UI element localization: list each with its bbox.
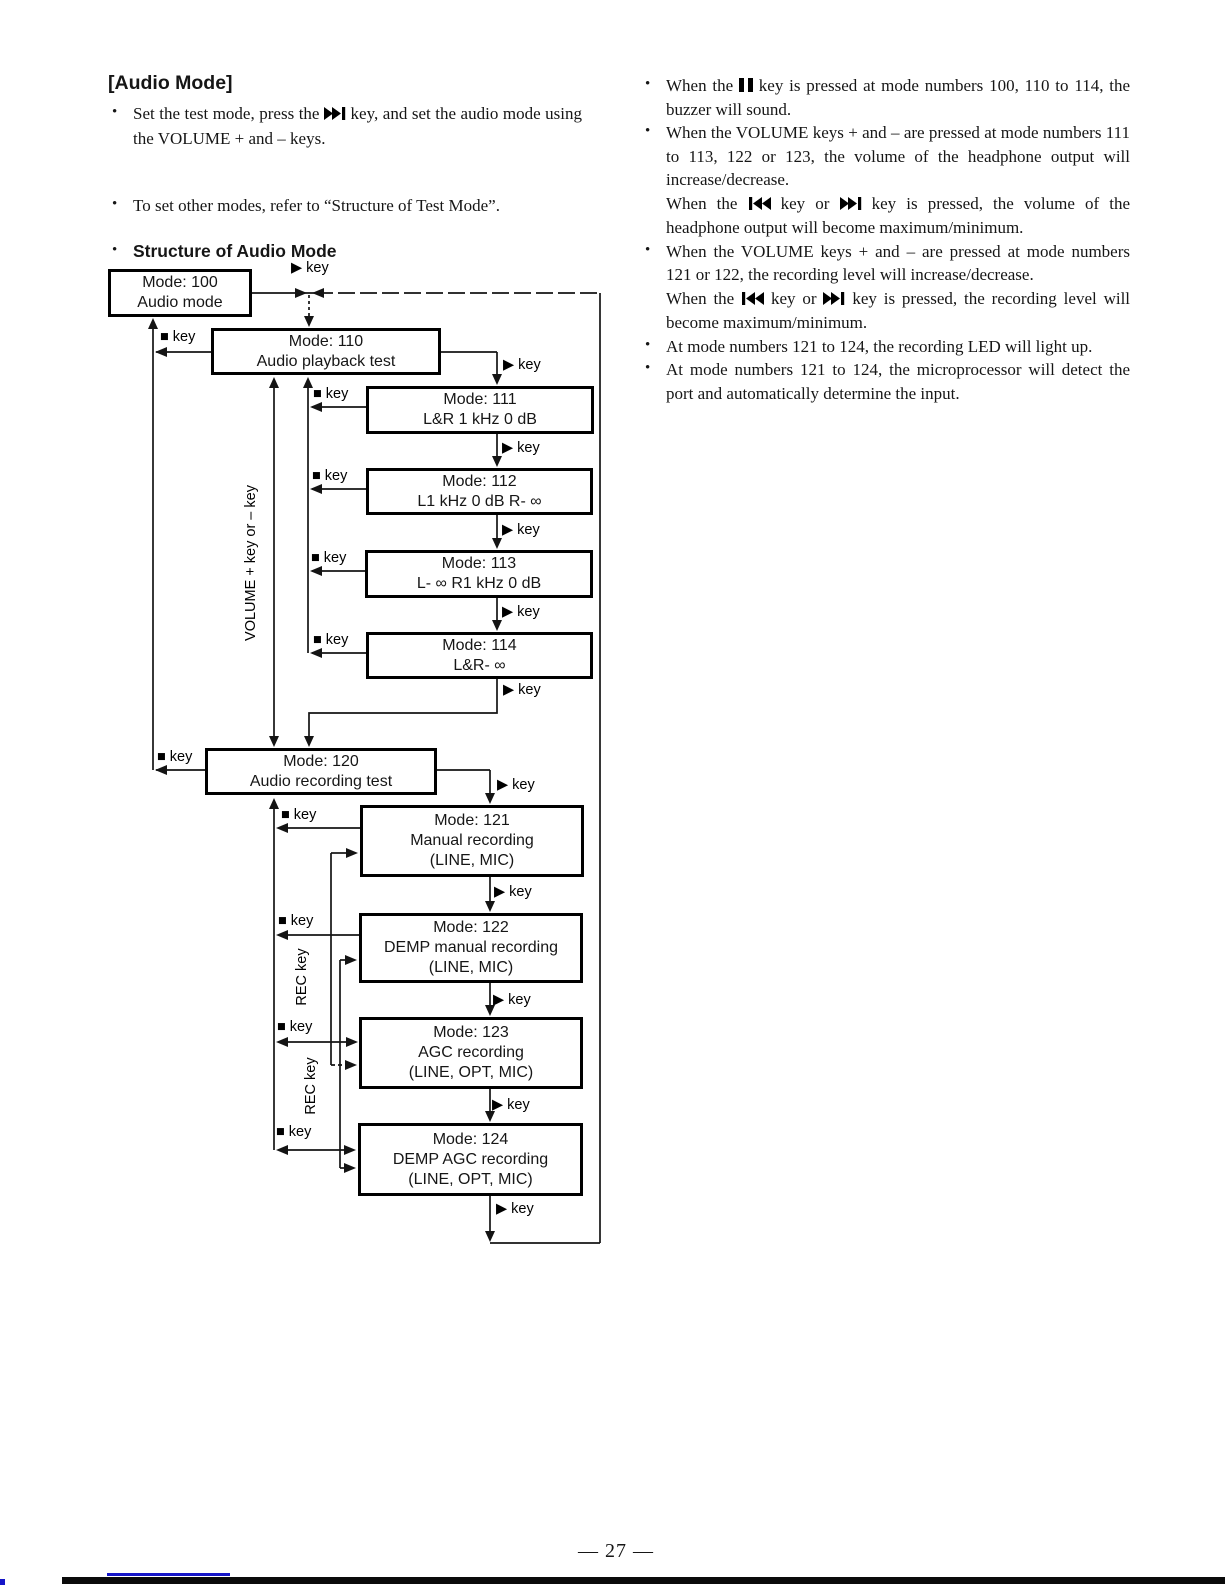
bullet-marker: •	[645, 76, 651, 92]
node-line: Audio playback test	[256, 352, 396, 370]
paragraph-text: When the	[666, 288, 735, 308]
node-line: (LINE, OPT, MIC)	[408, 1064, 534, 1081]
node-line: Mode: 123	[433, 1024, 509, 1041]
paragraph-text: key is pressed, the recording level will become maximum/minimum.	[666, 288, 1131, 332]
node-line: Mode: 122	[433, 919, 509, 936]
bullet-marker: •	[112, 241, 118, 258]
stop-key-label: ■ key	[277, 1019, 313, 1035]
paragraph-text: When the	[666, 193, 738, 213]
play-key-label: ▶ key	[492, 1097, 530, 1113]
flow-node-mode-100	[108, 269, 252, 317]
play-key-label: ▶ key	[503, 682, 541, 698]
node-line: Mode: 113	[441, 555, 517, 572]
stop-key-label: ■ key	[312, 468, 348, 484]
stop-key-label: ■ key	[313, 632, 349, 648]
flow-node-mode-113	[365, 550, 593, 598]
node-line: Mode: 112	[442, 472, 517, 490]
stop-key-label: ■ key	[160, 329, 196, 345]
flow-node-mode-124	[358, 1123, 583, 1196]
bullet-text: When the VOLUME keys + and – are pressed at mode numbers 111 to 113, 122 or 123, the volume of the headphone output will increase/decrease.	[666, 123, 1130, 189]
node-line: AGC recording	[418, 1044, 524, 1061]
play-key-label: ▶ key	[497, 777, 535, 793]
node-line: DEMP manual recording	[383, 939, 558, 956]
volume-key-label: VOLUME + key or – key	[243, 485, 259, 641]
node-line: L- ∞ R1 kHz 0 dB	[416, 575, 542, 592]
node-line: Mode: 111	[443, 391, 517, 408]
node-line: Audio recording test	[249, 772, 393, 790]
structure-heading: Structure of Audio Mode	[133, 240, 337, 261]
bullet-marker: •	[645, 123, 651, 139]
flow-node-mode-110	[211, 328, 441, 375]
page-number: — 27 —	[578, 1540, 654, 1562]
bullet-text: At mode numbers 121 to 124, the recording LED will light up.	[666, 336, 1093, 356]
bullet-marker: •	[645, 336, 651, 353]
paragraph-text: key is pressed, the volume of the headphone output will become maximum/minimum.	[666, 193, 1131, 237]
node-line: Mode: 114	[442, 636, 517, 654]
node-line: Mode: 121	[434, 812, 510, 829]
play-key-label: ▶ key	[291, 260, 329, 276]
stop-key-label: ■ key	[276, 1124, 312, 1140]
node-line: Mode: 124	[432, 1130, 509, 1148]
section-title: [Audio Mode]	[108, 72, 233, 94]
flow-node-mode-111	[366, 386, 594, 434]
bullet-marker: •	[645, 360, 651, 376]
play-key-label: ▶ key	[502, 440, 540, 456]
node-line: (LINE, MIC)	[428, 959, 514, 976]
bullet-text: key is pressed at mode numbers 100, 110 to 114, the buzzer will sound.	[666, 76, 1131, 119]
node-line: DEMP AGC recording	[392, 1150, 549, 1168]
node-line: L&R- ∞	[453, 656, 506, 674]
node-line: Mode: 110	[288, 332, 364, 350]
play-key-label: ▶ key	[502, 604, 540, 620]
node-line: L1 kHz 0 dB R- ∞	[417, 492, 542, 510]
play-key-label: ▶ key	[496, 1201, 534, 1217]
paragraph-text: key or	[770, 288, 817, 308]
flow-node-mode-122	[359, 913, 583, 983]
bullet-text: Set the test mode, press the	[133, 104, 320, 123]
rec-key-label: REC key	[294, 948, 310, 1006]
stop-key-label: ■ key	[278, 913, 314, 929]
play-key-label: ▶ key	[503, 357, 541, 373]
bullet-marker: •	[112, 104, 118, 120]
play-key-label: ▶ key	[494, 884, 532, 900]
paragraph-text: key or	[780, 193, 830, 213]
bullet-text: At mode numbers 121 to 124, the microprocessor will detect the port and automatically determine the input.	[666, 360, 1130, 403]
play-key-label: ▶ key	[502, 522, 540, 538]
stop-key-label: ■ key	[311, 550, 347, 566]
rec-key-label: REC key	[303, 1057, 319, 1115]
bullet-marker: •	[645, 241, 651, 258]
node-line: Mode: 120	[283, 752, 359, 770]
node-line: (LINE, MIC)	[429, 852, 515, 869]
stop-key-label: ■ key	[313, 386, 349, 402]
flow-node-mode-121	[360, 805, 584, 877]
bullet-marker: •	[112, 196, 118, 212]
flow-node-mode-120	[205, 748, 437, 795]
node-line: Manual recording	[410, 832, 534, 849]
bullet-text: When the	[666, 76, 734, 95]
bullet-text: key, and set the audio mode using the VOLUME + and – keys.	[133, 104, 582, 148]
flow-node-mode-114	[366, 632, 593, 679]
stop-key-label: ■ key	[281, 807, 317, 823]
play-key-label: ▶ key	[493, 992, 531, 1008]
bullet-text: To set other modes, refer to “Structure of Test Mode”.	[133, 196, 500, 215]
flow-node-mode-123	[359, 1017, 583, 1089]
node-line: Audio mode	[137, 294, 223, 311]
flow-node-mode-112	[366, 468, 593, 515]
node-line: (LINE, OPT, MIC)	[408, 1170, 533, 1188]
node-line: Mode: 100	[142, 274, 218, 291]
node-line: L&R 1 kHz 0 dB	[423, 411, 537, 428]
bullet-text: When the VOLUME keys + and – are pressed at mode numbers 121 or 122, the recording level will increase/decrease.	[666, 241, 1130, 284]
stop-key-label: ■ key	[157, 749, 193, 765]
